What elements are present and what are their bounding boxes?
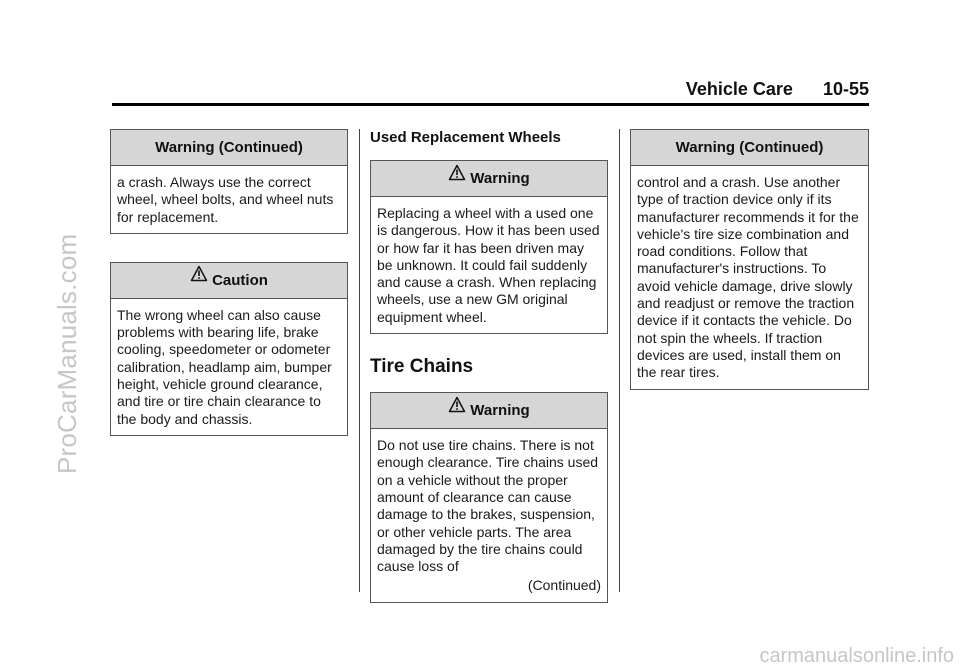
tire-chains-warning-text: Do not use tire chains. There is not enough clearance. Tire chains used on a vehicle without the proper amount of clearance can cause damage to the brakes, suspension, or other vehicle parts. The area damaged by the tire chains could cause loss of — [377, 437, 599, 575]
tire-chains-heading: Tire Chains — [370, 356, 474, 378]
warning-continued-text-2: control and a crash. Use another type of traction device only if its manufacturer recommends it for the vehicle's tire size combination and road conditions. Follow that manufacturer's instructions. To avoid vehicle damage, drive slowly and readjust or remove the traction device if it contacts the vehicle. Do not spin the wheels. If traction devices are used, install them on the rear tires. — [637, 174, 859, 381]
warning-continued-title-2: Warning (Continued) — [631, 130, 868, 166]
page-number: 10-55 — [822, 79, 869, 99]
tire-chains-warning-body — [371, 429, 607, 602]
used-replacement-wheels-heading: Used Replacement Wheels — [370, 129, 561, 146]
warning-continued-text: a crash. Always use the correct wheel, wheel bolts, and wheel nuts for replacement. — [117, 174, 334, 225]
warning-continued-box — [110, 129, 348, 234]
tire-chains-warning-header — [371, 393, 607, 429]
used-wheels-warning-box — [370, 160, 608, 334]
caution-triangle-icon — [190, 260, 208, 295]
page-header — [112, 79, 869, 106]
caution-box — [110, 262, 348, 436]
column-3 — [630, 129, 869, 390]
column-1 — [110, 129, 348, 436]
caution-text: The wrong wheel can also cause problems with bearing life, brake cooling, speedometer or odometer calibration, headlamp aim, bumper height, vehicle ground clearance, and tire or tire chain clearance to the body and chassis. — [117, 306, 332, 427]
continued-label: (Continued) — [527, 577, 601, 594]
caution-header — [111, 263, 347, 299]
used-wheels-warning-text: Replacing a wheel with a used one is dangerous. How it has been used or how far it has been driven may be unknown. It could fail suddenly and cause a crash. When replacing wheels, use a new GM original equipment wheel. — [377, 205, 600, 325]
warning-triangle-icon — [448, 391, 466, 426]
warning-triangle-icon — [448, 159, 466, 194]
warning-continued-title: Warning (Continued) — [111, 130, 347, 166]
column-2 — [370, 129, 608, 603]
bottom-watermark: carmanualsonline.info — [759, 645, 954, 667]
warning-continued-box-2 — [630, 129, 869, 390]
tire-chains-warning-box — [370, 392, 608, 603]
section-title: Vehicle Care — [685, 79, 793, 99]
column-divider-left — [359, 129, 360, 592]
side-watermark: ProCarManuals.com — [52, 233, 82, 474]
column-divider-right — [619, 129, 620, 592]
caution-title: Caution — [212, 271, 268, 289]
used-wheels-warning-header — [371, 161, 607, 197]
used-wheels-warning-title: Warning — [470, 170, 530, 187]
tire-chains-warning-title: Warning — [470, 402, 530, 420]
